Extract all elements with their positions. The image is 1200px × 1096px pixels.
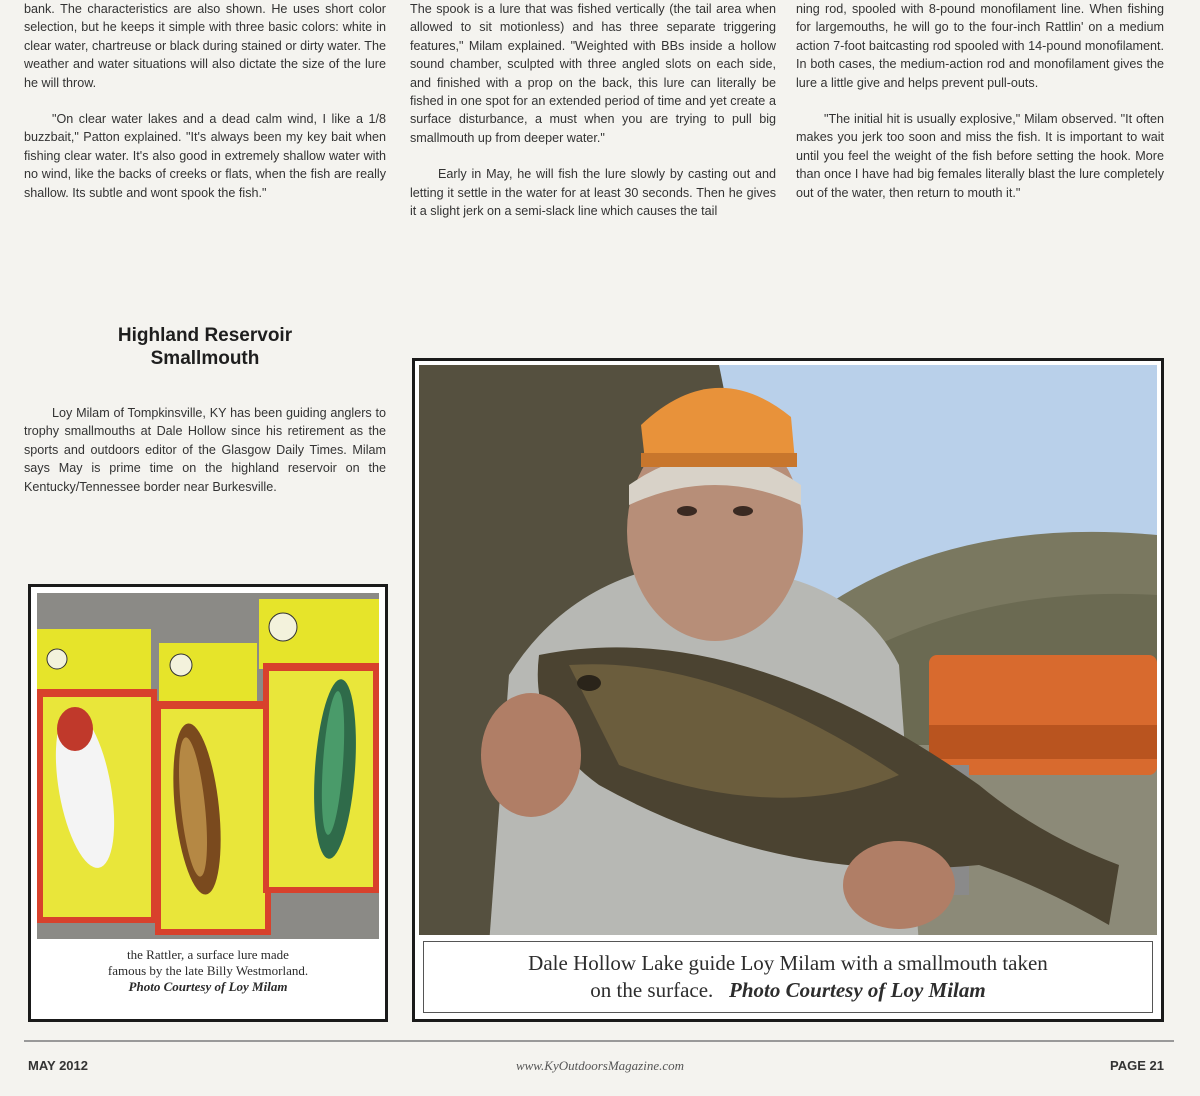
main-photo	[419, 365, 1157, 935]
section-headline	[24, 324, 386, 370]
lure-photo	[37, 593, 379, 939]
footer-page-number: PAGE 21	[1110, 1058, 1164, 1073]
main-caption-line-2: on the surface.	[590, 978, 714, 1002]
angler-with-smallmouth-illustration	[419, 365, 1157, 935]
col3-paragraph-1: ning rod, spooled with 8-pound monofilament line. When fishing for largemouths, he will go to the four-inch Rattlin' on a medium action 7-foot baitcasting rod spooled with 14-pound monofilament. In both cases, the medium-action rod and monofilament gives the lure a little give and helps prevent pull-outs.	[796, 2, 1164, 90]
main-photo-caption	[423, 941, 1153, 1013]
lure-packages-illustration	[37, 593, 379, 939]
footer-website: www.KyOutdoorsMagazine.com	[515, 1058, 685, 1073]
headline-line-2: Smallmouth	[150, 348, 260, 369]
article-column-3	[796, 0, 1164, 220]
article-column-1	[24, 0, 386, 220]
main-photo-box	[412, 358, 1164, 1022]
lure-caption-credit: Photo Courtesy of Loy Milam	[128, 979, 288, 994]
main-caption-line-1: Dale Hollow Lake guide Loy Milam with a smallmouth taken	[528, 951, 1048, 975]
main-caption-credit: Photo Courtesy of Loy Milam	[729, 978, 986, 1002]
lure-photo-box	[28, 584, 388, 1022]
article-column-1-lower	[24, 404, 386, 514]
col3-paragraph-2: "The initial hit is usually explosive," Milam observed. "It often makes you jerk too soon and miss the fish. It is important to wait until you feel the weight of the fish before setting the hook. More than once I have had big females literally blast the lure completely out of the water, then return to mouth it."	[796, 112, 1164, 200]
col1-paragraph-2: "On clear water lakes and a dead calm wind, I like a 1/8 buzzbait," Patton explained. "It's always been my key bait when fishing clear water. It's also good in extremely shallow water with no wind, like the backs of creeks or flats, when the fish are really shallow. Its subtle and wont spook the fish."	[24, 112, 386, 200]
lure-photo-caption	[31, 943, 385, 1017]
lure-caption-line-2: famous by the late Billy Westmorland.	[107, 963, 309, 978]
article-column-2	[410, 0, 776, 238]
lure-caption-line-1: the Rattler, a surface lure made	[127, 947, 289, 962]
col1-paragraph-1: bank. The characteristics are also shown. He uses short color selection, but he keeps it simple with three basic colors: white in clear water, chartreuse or black during stained or dirty water. The weather and water situations will also dictate the size of the lure he will throw.	[24, 2, 386, 90]
main-caption-line-2-wrapper	[424, 977, 1152, 1004]
headline-line-1: Highland Reservoir	[117, 325, 293, 346]
footer-issue-date: MAY 2012	[28, 1058, 88, 1073]
col2-paragraph-2: Early in May, he will fish the lure slowly by casting out and letting it settle in the water for at least 30 seconds. Then he gives it a slight jerk on a semi-slack line which causes the tail	[410, 167, 776, 219]
footer-rule	[24, 1040, 1174, 1042]
col2-paragraph-1: The spook is a lure that was fished vertically (the tail area when allowed to sit motionless) and has three separate triggering features," Milam explained. "Weighted with BBs inside a hollow sound chamber, sculpted with three angled slots on each side, and finished with a prop on the back, this lure can literally be fished in one spot for an extended period of time and yet create a surface disturbance, a must when you are trying to pull big smallmouth up from deeper water."	[410, 2, 776, 145]
col1-paragraph-3: Loy Milam of Tompkinsville, KY has been guiding anglers to trophy smallmouths at Dale Hollow since his retirement as the sports and outdoors editor of the Glasgow Daily Times. Milam says May is prime time on the highland reservoir on the Kentucky/Tennessee border near Burkesville.	[24, 406, 386, 494]
